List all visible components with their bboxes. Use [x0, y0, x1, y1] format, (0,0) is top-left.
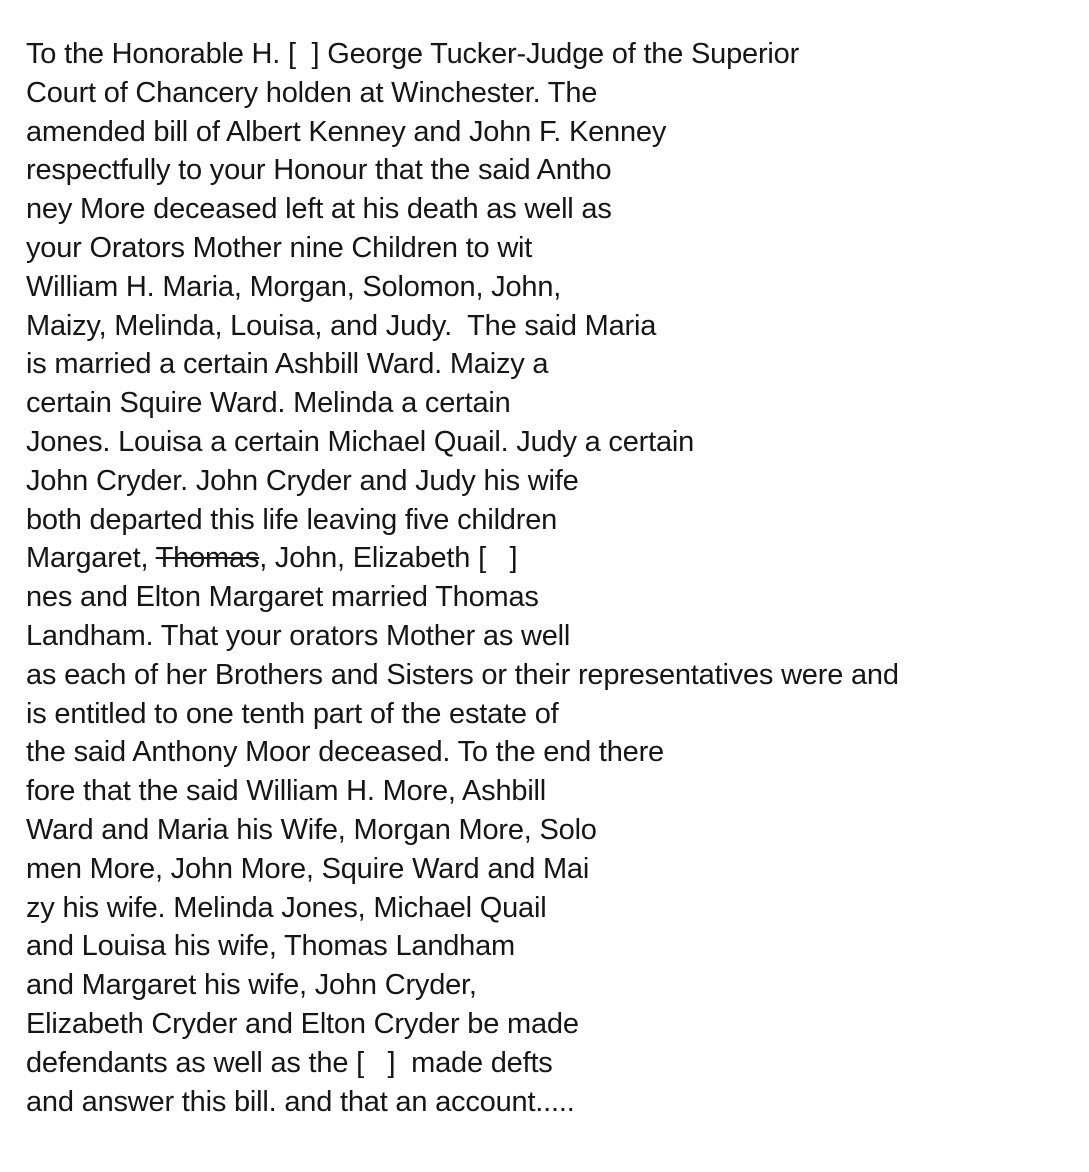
line-text: defendants as well as the [ ] made defts [26, 1046, 553, 1079]
line-text: as each of her Brothers and Sisters or their representatives were and [26, 658, 899, 691]
text-line [26, 850, 1076, 889]
line-text: certain Squire Ward. Melinda a certain [26, 387, 511, 420]
line-text: men More, John More, Squire Ward and Mai [26, 852, 590, 885]
text-line [26, 617, 1076, 656]
text-line [26, 345, 1076, 384]
text-line [26, 578, 1076, 617]
line-text: , John, Elizabeth [ ] [259, 542, 518, 575]
line-text: is married a certain Ashbill Ward. Maizy a [26, 348, 549, 381]
text-line [26, 966, 1076, 1005]
text-line [26, 190, 1076, 229]
line-text: Ward and Maria his Wife, Morgan More, Solo [26, 813, 597, 846]
line-text: John Cryder. John Cryder and Judy his wife [26, 464, 579, 497]
text-line [26, 733, 1076, 772]
line-text: Margaret, [26, 542, 156, 575]
line-text: zy his wife. Melinda Jones, Michael Quail [26, 891, 547, 924]
text-line [26, 74, 1076, 113]
line-text: To the Honorable H. [ ] George Tucker-Judge of the Superior [26, 38, 800, 70]
line-text: Landham. That your orators Mother as well [26, 619, 571, 652]
text-line [26, 1083, 1076, 1122]
text-line [26, 811, 1076, 850]
line-text: amended bill of Albert Kenney and John F. Kenney [26, 115, 667, 148]
line-text: and answer this bill. and that an account..... [26, 1085, 575, 1118]
struck-text: Thomas [155, 542, 260, 575]
text-line [26, 113, 1076, 152]
line-text: fore that the said William H. More, Ashbill [26, 775, 547, 808]
text-line [26, 307, 1076, 346]
line-text: William H. Maria, Morgan, Solomon, John, [26, 270, 562, 303]
text-line [26, 35, 1076, 74]
line-text: Elizabeth Cryder and Elton Cryder be made [26, 1007, 579, 1040]
line-text: Maizy, Melinda, Louisa, and Judy. The said Maria [26, 309, 657, 342]
text-line [26, 1005, 1076, 1044]
line-text: is entitled to one tenth part of the estate of [26, 697, 559, 730]
line-text: Court of Chancery holden at Winchester. The [26, 76, 598, 109]
line-text: ney More deceased left at his death as well as [26, 193, 612, 226]
text-line [26, 772, 1076, 811]
text-line [26, 229, 1076, 268]
line-text: Jones. Louisa a certain Michael Quail. Judy a certain [26, 425, 695, 458]
line-text: and Margaret his wife, John Cryder, [26, 969, 477, 1002]
text-line [26, 501, 1076, 540]
text-line [26, 695, 1076, 734]
text-line [26, 151, 1076, 190]
line-text: your Orators Mother nine Children to wit [26, 231, 533, 264]
text-line [26, 1044, 1076, 1083]
line-text: respectfully to your Honour that the said Antho [26, 154, 612, 187]
text-line [26, 889, 1076, 928]
line-text: and Louisa his wife, Thomas Landham [26, 930, 515, 963]
text-line [26, 423, 1076, 462]
text-line [26, 927, 1076, 966]
transcription-text [26, 35, 1076, 1121]
text-line [26, 384, 1076, 423]
text-line [26, 268, 1076, 307]
text-line [26, 656, 1076, 695]
line-text: both departed this life leaving five children [26, 503, 558, 536]
text-line [26, 539, 1076, 578]
text-line [26, 462, 1076, 501]
line-text: the said Anthony Moor deceased. To the end there [26, 736, 664, 769]
line-text: nes and Elton Margaret married Thomas [26, 581, 539, 614]
